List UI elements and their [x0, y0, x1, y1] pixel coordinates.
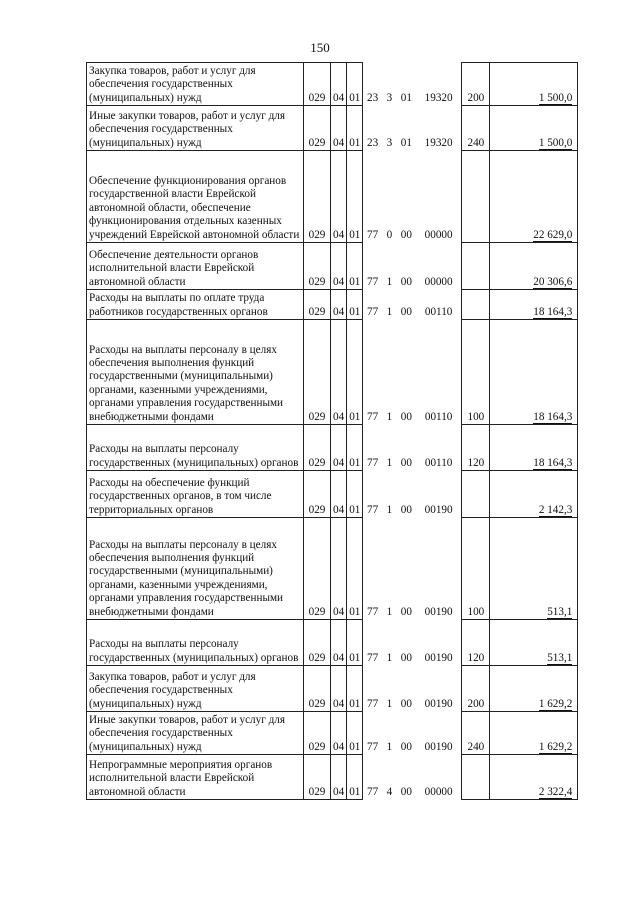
cell-rz: 04	[331, 518, 347, 620]
row-description: Расходы на выплаты по оплате труда работников государственных органов	[87, 290, 304, 320]
cell-sum	[490, 518, 578, 620]
table-row	[87, 106, 578, 151]
cell-cs-subprogram: 1	[386, 457, 393, 470]
cell-cs-activity: 00	[400, 306, 412, 319]
table-row	[87, 518, 578, 620]
cell-gr: 029	[304, 518, 331, 620]
sum-value: 513,1	[547, 651, 573, 664]
table-row	[87, 712, 578, 755]
cell-rz: 04	[331, 666, 347, 712]
cell-cs-code: 00000	[416, 151, 462, 243]
cell-cs-program: 77	[363, 712, 382, 755]
cell-cs-program: 77	[363, 620, 382, 666]
row-description: Непрограммные мероприятия органов исполнительной власти Еврейской автономной области	[87, 755, 304, 800]
row-description: Иные закупки товаров, работ и услуг для обеспечения государственных (муниципальных) нужд	[87, 106, 304, 151]
row-description: Закупка товаров, работ и услуг для обеспечения государственных (муниципальных) нужд	[87, 63, 304, 106]
cell-rz: 04	[331, 425, 347, 471]
cell-cs-program: 77	[363, 471, 382, 518]
table-row	[87, 63, 578, 106]
cell-cs-program: 77	[363, 243, 382, 290]
cell-vr: 120	[462, 425, 490, 471]
cell-rz: 04	[331, 320, 347, 425]
cell-sum	[490, 755, 578, 800]
cell-rz: 04	[331, 106, 347, 151]
cell-sum	[490, 320, 578, 425]
cell-sum	[490, 425, 578, 471]
cell-sum	[490, 712, 578, 755]
cell-pr: 01	[347, 471, 363, 518]
cell-cs-program: 77	[363, 518, 382, 620]
row-description: Расходы на обеспечение функций государственных органов, в том числе территориальных органов	[87, 471, 304, 518]
sum-value: 22 629,0	[533, 228, 573, 241]
cell-cs-program: 77	[363, 425, 382, 471]
cell-gr: 029	[304, 63, 331, 106]
cell-rz: 04	[331, 243, 347, 290]
cell-sum	[490, 290, 578, 320]
sum-value: 2 322,4	[538, 785, 573, 798]
cell-pr: 01	[347, 620, 363, 666]
cell-vr: 240	[462, 106, 490, 151]
row-description: Иные закупки товаров, работ и услуг для обеспечения государственных (муниципальных) нужд	[87, 712, 304, 755]
row-description: Расходы на выплаты персоналу в целях обеспечения выполнения функций государственными (муниципальными) органами, казенными учреждениями, органами управления государственными внебюджетными фондами	[87, 320, 304, 425]
cell-vr	[462, 243, 490, 290]
cell-rz: 04	[331, 290, 347, 320]
cell-cs-subprogram: 1	[386, 741, 393, 754]
cell-cs-subprogram: 1	[386, 606, 393, 619]
cell-gr: 029	[304, 290, 331, 320]
cell-cs-subprogram: 1	[386, 652, 393, 665]
cell-cs-subprogram: 3	[386, 137, 393, 150]
cell-vr: 240	[462, 712, 490, 755]
table-row	[87, 666, 578, 712]
cell-sum	[490, 666, 578, 712]
cell-cs-subprogram: 1	[386, 698, 393, 711]
cell-cs-code: 00190	[416, 471, 462, 518]
cell-cs-code: 19320	[416, 106, 462, 151]
cell-vr	[462, 290, 490, 320]
cell-vr: 120	[462, 620, 490, 666]
table-row	[87, 425, 578, 471]
cell-pr: 01	[347, 320, 363, 425]
cell-gr: 029	[304, 666, 331, 712]
cell-cs-code: 00000	[416, 243, 462, 290]
cell-cs-subprogram: 1	[386, 276, 393, 289]
cell-pr: 01	[347, 518, 363, 620]
cell-cs-code: 00190	[416, 620, 462, 666]
cell-sum	[490, 63, 578, 106]
cell-cs-code: 00110	[416, 425, 462, 471]
cell-vr: 200	[462, 666, 490, 712]
cell-cs-activity: 00	[400, 698, 412, 711]
cell-rz: 04	[331, 620, 347, 666]
cell-cs-subprogram: 0	[386, 229, 393, 242]
cell-cs-activity: 00	[400, 606, 412, 619]
sum-value: 1 629,2	[538, 697, 573, 710]
cell-cs-activity: 00	[400, 229, 412, 242]
cell-cs-activity: 00	[400, 411, 412, 424]
sum-value: 1 500,0	[538, 91, 573, 104]
cell-cs-program: 77	[363, 666, 382, 712]
cell-pr: 01	[347, 243, 363, 290]
cell-pr: 01	[347, 106, 363, 151]
cell-rz: 04	[331, 712, 347, 755]
cell-cs-activity: 01	[400, 92, 412, 105]
cell-gr: 029	[304, 320, 331, 425]
page-number: 150	[310, 40, 330, 55]
cell-cs-activity: 00	[400, 652, 412, 665]
cell-sum	[490, 471, 578, 518]
cell-gr: 029	[304, 471, 331, 518]
cell-sum	[490, 620, 578, 666]
cell-cs-activity: 00	[400, 504, 412, 517]
table-row	[87, 755, 578, 800]
sum-value: 1 500,0	[538, 136, 573, 149]
budget-table	[86, 62, 578, 800]
cell-pr: 01	[347, 755, 363, 800]
cell-cs-program: 23	[363, 63, 382, 106]
sum-value: 18 164,3	[533, 410, 573, 423]
cell-gr: 029	[304, 106, 331, 151]
cell-pr: 01	[347, 151, 363, 243]
cell-rz: 04	[331, 755, 347, 800]
cell-pr: 01	[347, 63, 363, 106]
cell-cs-code: 00110	[416, 320, 462, 425]
table-row	[87, 471, 578, 518]
cell-sum	[490, 151, 578, 243]
table-row	[87, 320, 578, 425]
cell-rz: 04	[331, 151, 347, 243]
row-description: Расходы на выплаты персоналу государственных (муниципальных) органов	[87, 620, 304, 666]
cell-pr: 01	[347, 290, 363, 320]
cell-gr: 029	[304, 755, 331, 800]
cell-cs-activity: 00	[400, 786, 412, 799]
cell-vr	[462, 151, 490, 243]
table-row	[87, 620, 578, 666]
cell-cs-subprogram: 1	[386, 411, 393, 424]
cell-cs-subprogram: 3	[386, 92, 393, 105]
sum-value: 2 142,3	[538, 503, 573, 516]
cell-cs-program: 77	[363, 151, 382, 243]
cell-cs-subprogram: 1	[386, 504, 393, 517]
cell-cs-subprogram: 1	[386, 306, 393, 319]
cell-cs-code: 00190	[416, 666, 462, 712]
cell-cs-activity: 00	[400, 276, 412, 289]
cell-sum	[490, 106, 578, 151]
sum-value: 18 164,3	[533, 305, 573, 318]
sum-value: 18 164,3	[533, 456, 573, 469]
cell-pr: 01	[347, 666, 363, 712]
row-description: Расходы на выплаты персоналу государственных (муниципальных) органов	[87, 425, 304, 471]
cell-vr: 100	[462, 320, 490, 425]
cell-vr: 200	[462, 63, 490, 106]
cell-rz: 04	[331, 471, 347, 518]
cell-vr	[462, 755, 490, 800]
cell-rz: 04	[331, 63, 347, 106]
cell-gr: 029	[304, 425, 331, 471]
cell-cs-code: 00190	[416, 712, 462, 755]
table-row	[87, 290, 578, 320]
cell-cs-code: 00190	[416, 518, 462, 620]
row-description: Обеспечение деятельности органов исполнительной власти Еврейской автономной области	[87, 243, 304, 290]
cell-pr: 01	[347, 425, 363, 471]
cell-sum	[490, 243, 578, 290]
cell-cs-program: 77	[363, 290, 382, 320]
cell-gr: 029	[304, 151, 331, 243]
cell-cs-program: 77	[363, 320, 382, 425]
table-row	[87, 243, 578, 290]
table-body	[87, 63, 578, 800]
sum-value: 1 629,2	[538, 740, 573, 753]
cell-pr: 01	[347, 712, 363, 755]
cell-vr	[462, 471, 490, 518]
cell-cs-program: 77	[363, 755, 382, 800]
cell-cs-subprogram: 4	[386, 786, 393, 799]
row-description: Закупка товаров, работ и услуг для обеспечения государственных (муниципальных) нужд	[87, 666, 304, 712]
cell-cs-code: 00110	[416, 290, 462, 320]
cell-cs-activity: 00	[400, 741, 412, 754]
sum-value: 513,1	[547, 605, 573, 618]
table-row	[87, 151, 578, 243]
cell-gr: 029	[304, 243, 331, 290]
cell-cs-code: 00000	[416, 755, 462, 800]
cell-cs-activity: 00	[400, 457, 412, 470]
cell-gr: 029	[304, 712, 331, 755]
cell-cs-code: 19320	[416, 63, 462, 106]
cell-vr: 100	[462, 518, 490, 620]
sum-value: 20 306,6	[533, 275, 573, 288]
cell-cs-activity: 01	[400, 137, 412, 150]
cell-cs-program: 23	[363, 106, 382, 151]
cell-gr: 029	[304, 620, 331, 666]
row-description: Расходы на выплаты персоналу в целях обеспечения выполнения функций государственными (муниципальными) органами, казенными учреждениями, органами управления государственными внебюджетными фондами	[87, 518, 304, 620]
row-description: Обеспечение функционирования органов государственной власти Еврейской автономной области, обеспечение функционирования отдельных казенных учреждений Еврейской автономной области	[87, 151, 304, 243]
